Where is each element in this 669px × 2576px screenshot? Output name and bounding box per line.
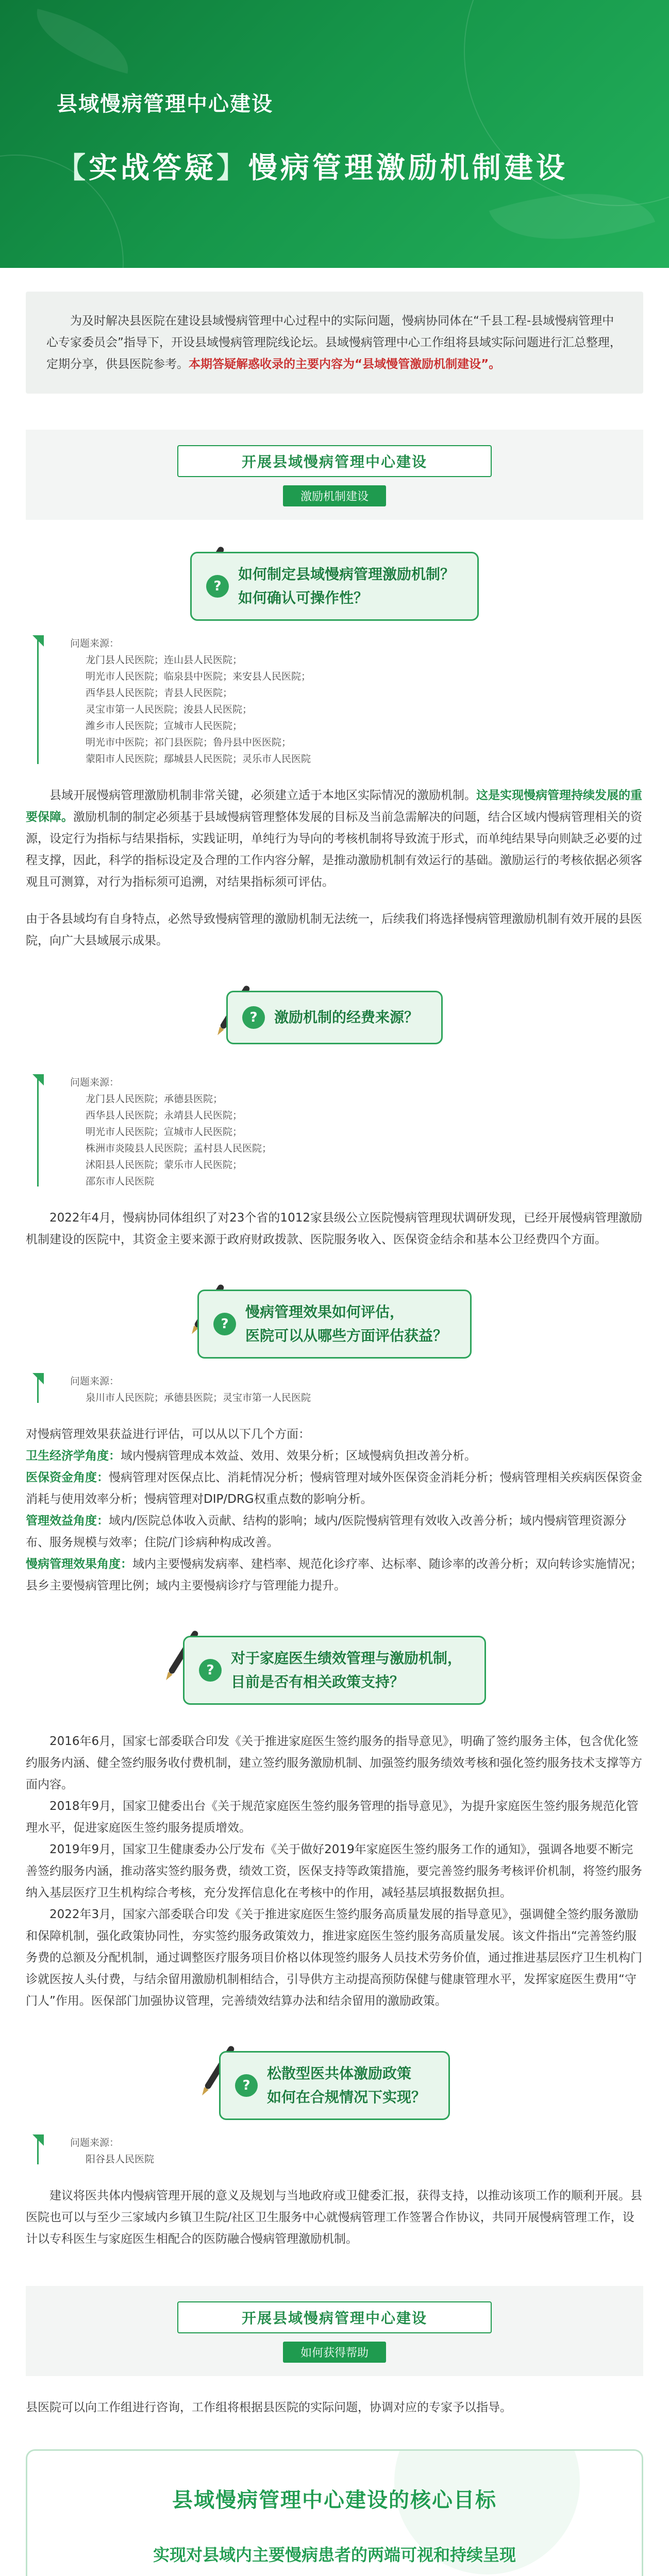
answer-paragraph: 由于各县域均有自身特点，必然导致慢病管理的激励机制无法统一，后续我们将选择慢病管理激励机制有效开展的县医院，向广大县域展示成果。 (26, 912, 642, 947)
answer-paragraph: 2022年4月，慢病协同体组织了对23个省的1012家县级公立医院慢病管理现状调研发现，已经开展慢病管理激励机制建设的医院中，其资金主要来源于政府财政拨款、医院服务收入、医保资金结余和基本公卫经费四个方面。 (26, 1211, 642, 1246)
question-5 (0, 2043, 669, 2120)
question-line: 如何确认可操作性？ (238, 589, 369, 606)
intro-text: 为及时解决县医院在建设县域慢病管理中心过程中的实际问题，慢病协同体在“千县工程-县域慢病管理中心专家委员会”指导下，开设县域慢病管理院线论坛。县域慢病管理中心工作组将县域实际问题进行汇总整理，定期分享，供县医院参考。 (46, 314, 622, 371)
answer-5 (26, 2185, 643, 2250)
question-1 (0, 544, 669, 621)
answer-item (26, 1553, 643, 1597)
answer-paragraph: 2019年9月，国家卫生健康委办公厅发布《关于做好2019年家庭医生签约服务工作的通知》，强调各地要不断完善签约服务内涵，推动落实签约服务费，绩效工资，医保支持等政策措施，要完善签约服务考核评价机制，将签约服务纳入基层医疗卫生机构综合考核，充分发挥信息化在考核中的作用，减轻基层填报数据负担。 (26, 1843, 642, 1900)
question-3 (0, 1281, 669, 1359)
item-text: 域内慢病管理成本效益、效用、效果分析；区域慢病负担改善分析。 (121, 1449, 476, 1463)
source-line: 沭阳县人民医院；蒙乐市人民医院； (86, 1159, 243, 1171)
title-bracket-open: 【 (57, 151, 89, 185)
answer-text: 县域开展慢病管理激励机制非常关键，必须建立适于本地区实际情况的激励机制。 (49, 789, 476, 802)
question-line: 激励机制的经费来源？ (274, 1009, 419, 1026)
question-line: 目前是否有相关政策支持？ (230, 1673, 405, 1690)
question-bubble (197, 1290, 472, 1359)
title-tag: 实战答疑 (89, 151, 216, 185)
source-label: 问题来源： (70, 2137, 120, 2148)
item-text: 慢病管理对医保点比、消耗情况分析；慢病管理对域外医保资金消耗分析；慢病管理相关疾病医保资金消耗与使用效率分析；慢病管理对DIP/DRG权重点数的影响分析。 (26, 1471, 642, 1506)
question-line: 如何在合规情况下实现？ (266, 2089, 426, 2106)
answer-item (26, 1445, 643, 1467)
question-bubble (219, 2051, 450, 2120)
source-line: 明光市人民医院；宣城市人民医院； (86, 1126, 243, 1138)
answer-item (26, 1510, 643, 1553)
source-line: 株洲市炎陵县人民医院；孟村县人民医院； (86, 1143, 272, 1154)
source-label: 问题来源： (70, 1077, 120, 1088)
section-subtitle: 激励机制建设 (283, 485, 386, 506)
hero-decor-leaf (27, 9, 137, 74)
source-line: 灵宝市第一人民医院；浚县人民医院； (86, 704, 253, 715)
source-hospitals (37, 1074, 669, 1190)
title-main: 慢病管理激励机制建设 (248, 151, 568, 185)
question-line: 慢病管理效果如何评估， (245, 1303, 405, 1320)
hero-kicker: 县域慢病管理中心建设 (57, 92, 273, 116)
question-line: 松散型医共体激励政策 (266, 2065, 412, 2082)
answer-paragraph: 2022年3月，国家六部委联合印发《关于推进家庭医生签约服务高质量发展的指导意见》，强调健全签约服务激励和保障机制，强化政策协同性，夯实签约服务政策效力，推进家庭医生签约服务高质量发展。该文件指出“完善签约服务费的总额及分配机制，通过调整医疗服务项目价格以体现签约服务人员技术劳务价值，通过推进基层医疗卫生机构门诊就医按人头付费，与结余留用激励机制相结合，引导供方主动提高预防保健与健康管理水平，发挥家庭医生费用“守门人”作用。医保部门加强协议管理，完善绩效结算办法和结余留用的激励政策。 (26, 1908, 642, 2008)
answer-1 (26, 785, 643, 952)
source-line: 西华县人民医院；青县人民医院； (86, 687, 233, 699)
section-title: 开展县域慢病管理中心建设 (177, 2301, 492, 2333)
source-hospitals (37, 635, 669, 767)
section-title: 开展县域慢病管理中心建设 (177, 445, 492, 477)
title-bracket-close: 】 (216, 151, 248, 185)
answer-3 (26, 1423, 643, 1597)
intro-box (26, 292, 643, 394)
source-line: 蒙阳市人民医院；鄢城县人民医院；灵乐市人民医院 (86, 753, 311, 765)
source-line: 阳谷县人民医院 (86, 2154, 155, 2165)
hero-title (57, 145, 568, 187)
source-line: 龙门县人民医院；连山县人民医院； (86, 654, 243, 666)
source-line: 西华县人民医院；永靖县人民医院； (86, 1110, 243, 1121)
answer-highlight: 这是实现慢病管理持续发展的重要保障。 (26, 789, 642, 824)
answer-paragraph: 2016年6月，国家七部委联合印发《关于推进家庭医生签约服务的指导意见》，明确了签约服务主体，包含优化签约服务内涵、健全签约服务收付费机制，建立签约服务激励机制、加强签约服务绩效考核和强化签约服务技术支撑等方面内容。 (26, 1735, 642, 1791)
answer-intro: 对慢病管理效果获益进行评估，可以从以下几个方面： (26, 1428, 310, 1441)
answer-paragraph: 建议将医共体内慢病管理开展的意义及规划与当地政府或卫健委汇报，获得支持，以推动该项工作的顺利开展。县医院也可以与至少三家域内乡镇卫生院/社区卫生服务中心就慢病管理工作签署合作协议，共同开展慢病管理工作，设计以专科医生与家庭医生相配合的医防融合慢病管理激励机制。 (26, 2189, 642, 2246)
question-bubble (226, 991, 443, 1044)
answer-2 (26, 1207, 643, 1250)
source-line: 邵东市人民医院 (86, 1176, 155, 1187)
item-label: 卫生经济学角度： (26, 1449, 121, 1463)
section-banner-1 (26, 430, 643, 520)
section-banner-2 (26, 2286, 643, 2376)
card-lead: 实现对县域内主要慢病患者的两端可视和持续呈现 (153, 2545, 516, 2565)
core-goal-card (26, 2449, 643, 2576)
source-hospitals (37, 1373, 669, 1406)
question-mark-icon: ? (242, 1006, 265, 1029)
item-label: 管理效益角度： (26, 1514, 109, 1528)
answer-text: 激励机制的制定必须基于县域慢病管理整体发展的目标及当前急需解决的问题，结合区域内慢病管理相关的资源，设定行为指标与结果指标，实践证明，单纯行为导向的考核机制将导致流于形式，而单纯结果导向则缺乏必要的过程支撑，因此，科学的指标设定及合理的工作内容分解，是推动激励机制有效运行的基础。激励运行的考核依据必须客观且可测算，对行为指标须可追溯，对结果指标须可评估。 (26, 810, 642, 889)
help-text: 县医院可以向工作组进行咨询，工作组将根据县医院的实际问题，协调对应的专家予以指导。 (26, 2401, 512, 2414)
source-line: 龙门县人民医院；承德县医院； (86, 1093, 223, 1105)
question-bubble (183, 1636, 486, 1705)
source-label: 问题来源： (70, 638, 120, 649)
source-label: 问题来源： (70, 1376, 120, 1387)
question-line: 医院可以从哪些方面评估获益？ (245, 1327, 448, 1344)
source-line: 明光市中医院；祁门县医院；鲁丹县中医医院； (86, 737, 292, 748)
answer-paragraph (26, 785, 643, 893)
intro-highlight: 本期答疑解惑收录的主要内容为“县域慢管激励机制建设”。 (189, 358, 501, 371)
source-line: 明光市人民医院；临泉县中医院；来安县人民医院； (86, 671, 311, 682)
question-bubble (190, 552, 479, 621)
item-text: 域内/医院总体收入贡献、结构的影响；域内/医院慢病管理有效收入改善分析；域内慢病管理资源分布、服务规模与效率；住院/门诊病种构成改善。 (26, 1514, 627, 1549)
question-mark-icon: ? (235, 2074, 258, 2097)
answer-4 (26, 1731, 643, 2012)
source-hospitals (37, 2134, 669, 2167)
question-mark-icon: ? (213, 1313, 236, 1335)
answer-item (26, 1467, 643, 1510)
question-4 (0, 1628, 669, 1705)
source-line: 潍乡市人民医院；宣城市人民医院； (86, 720, 243, 732)
item-label: 医保资金角度： (26, 1471, 109, 1484)
answer-paragraph: 2018年9月，国家卫健委出台《关于规范家庭医生签约服务管理的指导意见》，为提升家庭医生签约服务规范化管理水平，促进家庭医生签约服务提质增效。 (26, 1800, 639, 1835)
item-text: 域内主要慢病发病率、建档率、规范化诊疗率、达标率、随诊率的改善分析；双向转诊实施情况；县乡主要慢病管理比例；域内主要慢病诊疗与管理能力提升。 (26, 1557, 642, 1592)
item-label: 慢病管理效果角度： (26, 1557, 132, 1571)
section-subtitle: 如何获得帮助 (283, 2342, 386, 2363)
question-line: 对于家庭医生绩效管理与激励机制， (230, 1650, 462, 1667)
question-line: 如何制定县域慢病管理激励机制？ (238, 566, 455, 583)
hero-banner (0, 0, 669, 268)
question-mark-icon: ? (206, 575, 229, 598)
source-line: 泉川市人民医院；承德县医院；灵宝市第一人民医院 (86, 1392, 311, 1403)
card-title: 县域慢病管理中心建设的核心目标 (172, 2488, 497, 2512)
question-mark-icon: ? (199, 1659, 222, 1682)
question-2 (0, 982, 669, 1060)
